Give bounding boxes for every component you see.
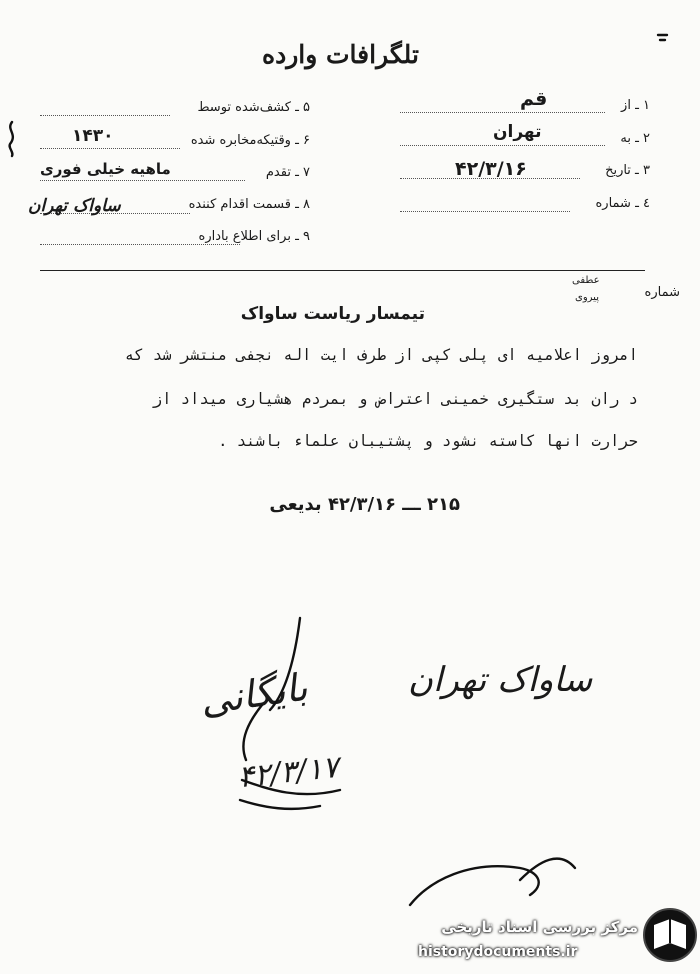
from-value: قم xyxy=(520,88,548,110)
action-dept-label: ۸ ـ قسمت اقدام کننده xyxy=(188,197,310,212)
watermark-text-fa: مرکز بررسی اسناد تاریخی xyxy=(441,918,638,936)
page-title: تلگرافات وارده xyxy=(262,40,419,69)
message-line-2: د ران بد ستگیری خمینی اعتراض و بمردم هشیاری میداد از xyxy=(152,390,638,408)
archive-note: بایگانی xyxy=(197,664,311,724)
archive-date-note: ۴۲/۳/۱۷ xyxy=(236,749,341,796)
date-value: ۴۲/۳/۱۶ xyxy=(455,158,527,180)
message-line-3: حرارت انها کاسته نشود و پشتیبان علماء باشند . xyxy=(218,432,638,450)
transmitted-label: ۶ ـ وقتیکه‌مخابره شده xyxy=(190,133,310,148)
decoded-by-label: ۵ ـ کشف‌شده توسط xyxy=(197,100,310,115)
to-label: ۲ ـ به xyxy=(620,131,650,146)
message-line-1: امروز اعلامیه ای پلی کپی از طرف ایت اله نجفی منتشر شد که xyxy=(124,346,638,364)
addressee: تیمسار ریاست ساواک xyxy=(240,304,425,324)
reference-label: شماره xyxy=(644,285,680,300)
transmitted-value: ۱۴۳۰ xyxy=(72,126,114,146)
action-dept-value: ساواک تهران xyxy=(28,196,121,216)
info-label: ۹ ـ برای اطلاع باداره xyxy=(198,229,310,244)
savak-tehran-note: ساواک تهران xyxy=(408,660,593,700)
watermark-logo-icon xyxy=(640,905,700,965)
reference-note-bottom: پیروی xyxy=(575,292,599,303)
reference-note-top: عطفی xyxy=(572,275,600,286)
from-label: ۱ ـ از xyxy=(621,98,650,113)
number-label: ٤ ـ شماره xyxy=(595,196,650,211)
watermark-text-url: historydocuments.ir xyxy=(418,944,578,960)
to-value: تهران xyxy=(493,122,542,142)
priority-value: ماهیه خیلی فوری xyxy=(40,160,171,178)
sender-reference: ۲۱۵ ـــ ۴۲/۳/۱۶ بدیعی xyxy=(269,494,460,515)
priority-label: ۷ ـ تقدم xyxy=(265,165,310,180)
date-label: ۳ ـ تاریخ xyxy=(605,163,650,178)
